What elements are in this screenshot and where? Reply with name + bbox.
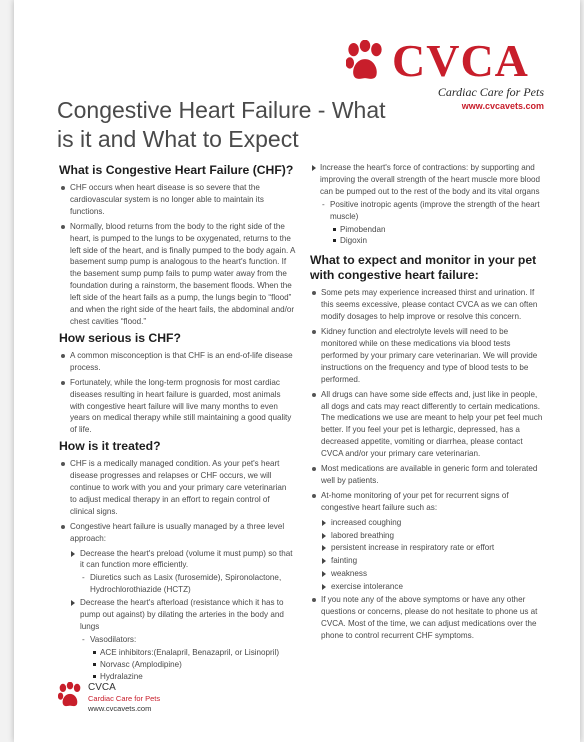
section-heading-what-is-chf: What is Congestive Heart Failure (CHF)? xyxy=(59,163,294,177)
footer-url[interactable]: www.cvcavets.com xyxy=(88,704,152,713)
drug-item: Pimobendan xyxy=(310,224,546,236)
list-item: If you note any of the above symptoms or have any other questions or concerns, please do not hesitate to phone us at CVCA. Most of the time, we can adjust medications over the phone to control recurrent CHF symptoms. xyxy=(310,594,546,642)
sign-item: increased coughing xyxy=(310,517,546,529)
section-list xyxy=(59,182,295,328)
section-heading-what-to-expect: What to expect and monitor in your pet with congestive heart failure: xyxy=(310,253,537,283)
list-item: All drugs can have some side effects and, just like in people, all dogs and cats may react differently to certain medications. The medications we use are meant to help your pet feel much better. If you feel your pet is lethargic, depressed, has a decreased appetite, vomiting or diarrhea, please contact CVCA and/or your primary care veterinarian. xyxy=(310,389,546,460)
drug-item: ACE inhibitors:(Enalapril, Benazapril, or Lisinopril) xyxy=(59,647,295,659)
sign-item: weakness xyxy=(310,568,546,580)
document-page xyxy=(14,0,580,742)
sub-list-item: Decrease the heart's afterload (resistance which it has to pump out against) by dilating the arteries in the body and lungs xyxy=(59,597,295,633)
drug-item: Hydralazine xyxy=(59,671,295,683)
footer-brand: CVCA xyxy=(88,682,116,693)
list-item: At-home monitoring of your pet for recurrent signs of congestive heart failure such as: xyxy=(310,490,546,514)
list-item: Congestive heart failure is usually managed by a three level approach: xyxy=(59,521,295,545)
sign-item: labored breathing xyxy=(310,530,546,542)
brand-url[interactable]: www.cvcavets.com xyxy=(461,101,544,111)
list-item: CHF occurs when heart disease is so severe that the cardiovascular system is no longer able to maintain its functions. xyxy=(59,182,295,218)
list-item: Fortunately, while the long-term prognosis for most cardiac diseases resulting in heart failure is guarded, most animals with congestive heart failure will live many months to even years on medical therapy while still maintaining a good quality of life. xyxy=(59,377,295,437)
sign-item: exercise intolerance xyxy=(310,581,546,593)
paw-print-icon xyxy=(58,682,82,708)
paw-print-icon xyxy=(346,40,384,82)
sub-sub-list-item: - Diuretics such as Lasix (furosemide), Spironolactone, Hydrochlorothiazide (HCTZ) xyxy=(59,572,295,596)
sub-sub-list-item: - Positive inotropic agents (improve the strength of the heart muscle) xyxy=(310,199,546,223)
left-column xyxy=(59,160,295,683)
list-item: A common misconception is that CHF is an end-of-life disease process. xyxy=(59,350,295,374)
list-item: Kidney function and electrolyte levels will need to be monitored while on these medications via blood tests performed by your primary care veterinarian. We will provide instructions on the frequency and type of blood tests to be performed. xyxy=(310,326,546,386)
section-heading-how-serious: How serious is CHF? xyxy=(59,330,181,345)
list-item: CHF is a medically managed condition. As your pet's heart disease progresses and relapses or CHF occurs, we will continue to work with you and your primary care veterinarian to adjust medical therapy in an effort to regain control of clinical signs. xyxy=(59,458,295,518)
section-list xyxy=(310,287,546,641)
list-item: Most medications are available in generic form and tolerated well by patients. xyxy=(310,463,546,487)
footer-tagline: Cardiac Care for Pets xyxy=(88,694,161,703)
sub-sub-list-item: - Vasodilators: xyxy=(59,634,295,646)
page-title: Congestive Heart Failure - What is it and What to Expect xyxy=(57,97,386,152)
brand-tagline: Cardiac Care for Pets xyxy=(437,85,544,99)
sub-list-item: Increase the heart's force of contractions: by supporting and improving the overall strength of the heart muscle more blood can be pumped out to the rest of the body and its vital organs xyxy=(310,162,546,198)
list-item: Normally, blood returns from the body to the right side of the heart, is pumped to the lungs to be oxygenated, returns to the left side of the heart, and is finally pumped to the body again. A basement sump pump is analogous to the heart's function. If the basement sump pump fails to pump water away from the foundation during a rainstorm, the basement floods. When the left side of the heart fails as a pump, the lungs begin to “flood” and when the right side of the heart fails, the abdominal and/or chest cavities “flood.” xyxy=(59,221,295,328)
drug-item: Norvasc (Amplodipine) xyxy=(59,659,295,671)
footer-logo xyxy=(58,680,208,720)
drug-item: Digoxin xyxy=(310,235,546,247)
right-column xyxy=(310,162,546,645)
section-list xyxy=(59,458,295,682)
section-heading-how-treated: How is it treated? xyxy=(59,439,161,454)
section-list xyxy=(310,162,546,247)
list-item: Some pets may experience increased thirst and urination. If this seems excessive, please contact CVCA as we can often modify dosages to help improve or resolve this concern. xyxy=(310,287,546,323)
section-list xyxy=(59,350,295,436)
brand-name: CVCA xyxy=(392,35,529,86)
sign-item: fainting xyxy=(310,555,546,567)
sub-list-item: Decrease the heart's preload (volume it must pump) so that it can function more efficiently. xyxy=(59,548,295,572)
sign-item: persistent increase in respiratory rate or effort xyxy=(310,542,546,554)
